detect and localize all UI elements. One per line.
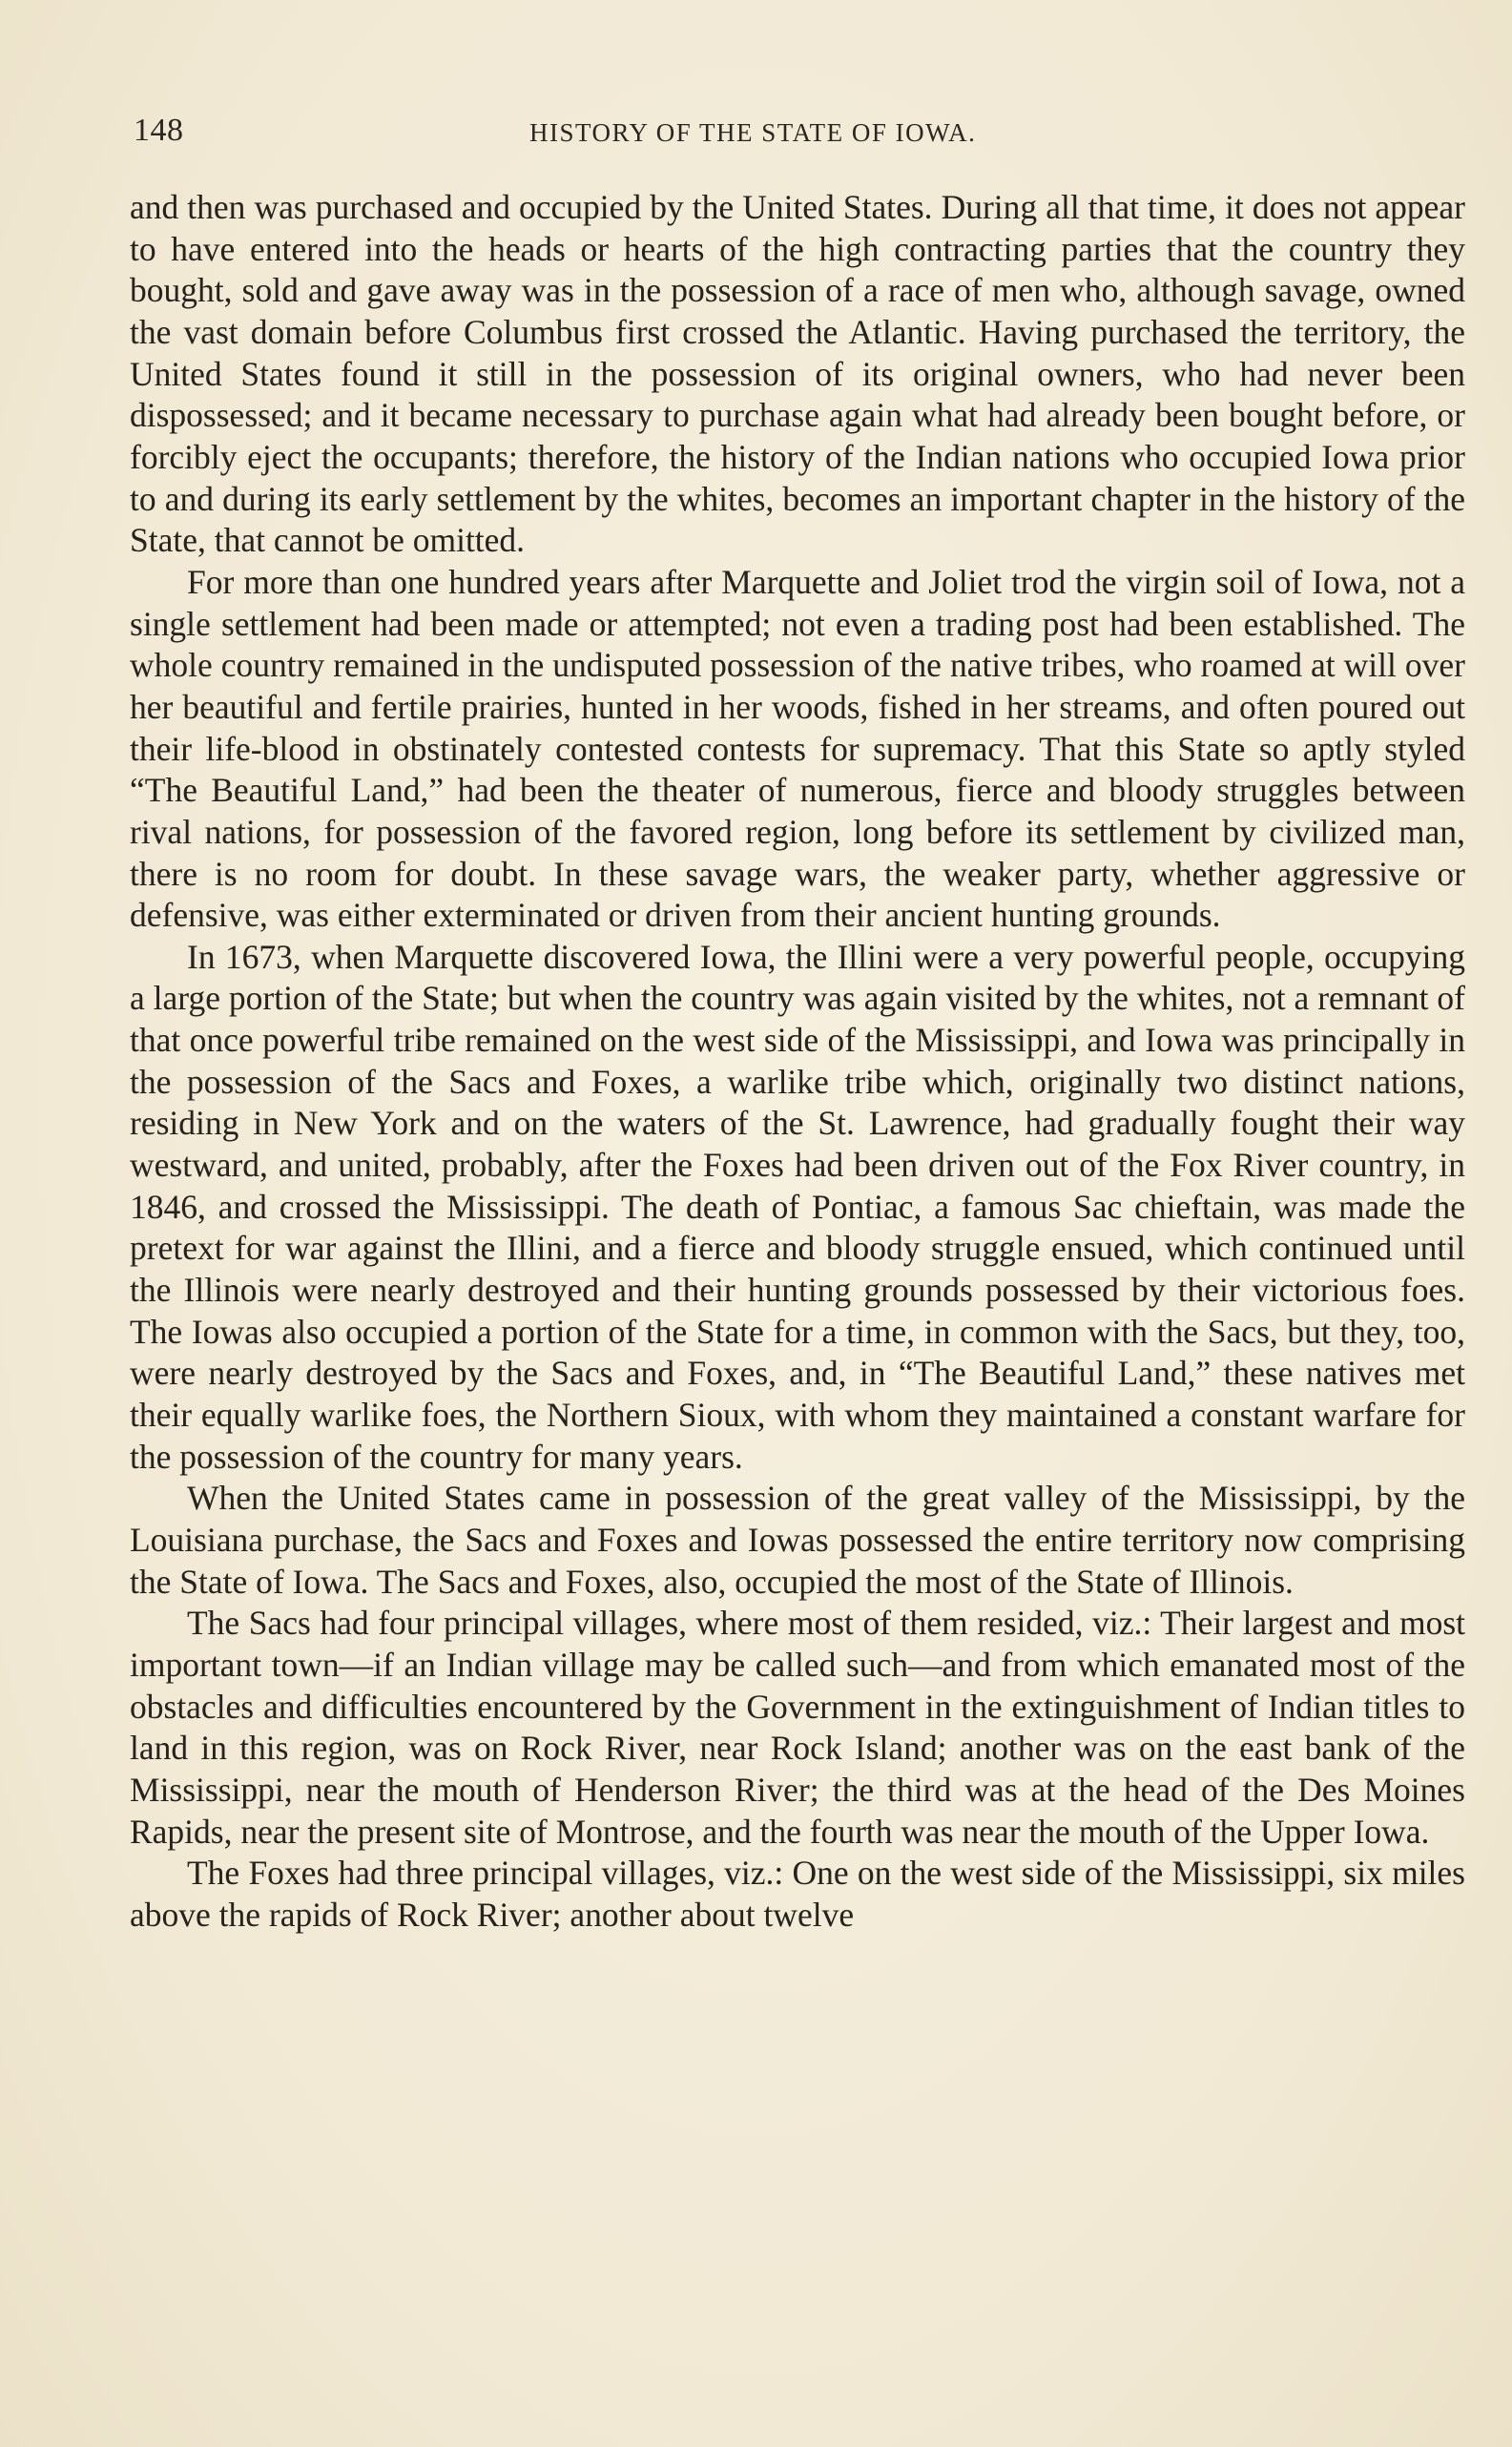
paragraph: For more than one hundred years after Marquette and Joliet trod the virgin soil of Iowa, not a single settlement had been made or attempted; not even a trading post had been established. The whole country remained in the undisputed possession of the native tribes, who roamed at will over her beautiful and fertile prairies, hunted in her woods, fished in her streams, and often poured out their life-blood in obstinately contested contests for supremacy. That this State so aptly styled “The Beautiful Land,” had been the theater of numerous, fierce and bloody struggles between rival nations, for possession of the favored region, long before its settlement by civilized man, there is no room for doubt. In these savage wars, the weaker party, whether aggressive or defensive, was either exterminated or driven from their ancient hunting grounds. <box>130 562 1465 935</box>
body-text <box>130 187 1465 1937</box>
paragraph: The Sacs had four principal villages, where most of them resided, viz.: Their largest and most important town—if an Indian village may be called such—and from which emanated most of the obstacles and difficulties encountered by the Government in the extinguishment of Indian titles to land in this region, was on Rock River, near Rock Island; another was on the east bank of the Mississippi, near the mouth of Henderson River; the third was at the head of the Des Moines Rapids, near the present site of Montrose, and the fourth was near the mouth of the Upper Iowa. <box>130 1604 1465 1851</box>
page-number: 148 <box>134 113 184 148</box>
paragraph: The Foxes had three principal villages, viz.: One on the west side of the Mississippi, six miles above the rapids of Rock River; another about twelve <box>130 1854 1465 1934</box>
paragraph: and then was purchased and occupied by the United States. During all that time, it does not appear to have entered into the heads or hearts of the high contracting parties that the country they bought, sold and gave away was in the possession of a race of men who, although savage, owned the vast domain before Columbus first crossed the Atlantic. Having purchased the territory, the United States found it still in the possession of its original owners, who had never been dispossessed; and it became necessary to purchase again what had already been bought before, or forcibly eject the occupants; therefore, the history of the Indian nations who occupied Iowa prior to and during its early settlement by the whites, becomes an important chapter in the history of the State, that cannot be omitted. <box>130 188 1465 560</box>
paragraph: In 1673, when Marquette discovered Iowa, the Illini were a very powerful people, occupying a large portion of the State; but when the country was again visited by the whites, not a remnant of that once powerful tribe remained on the west side of the Mississippi, and Iowa was principally in the possession of the Sacs and Foxes, a warlike tribe which, originally two distinct nations, residing in New York and on the waters of the St. Lawrence, had gradually fought their way westward, and united, probably, after the Foxes had been driven out of the Fox River country, in 1846, and crossed the Mississippi. The death of Pontiac, a famous Sac chieftain, was made the pretext for war against the Illini, and a fierce and bloody struggle ensued, which continued until the Illinois were nearly destroyed and their hunting grounds possessed by their victorious foes. The Iowas also occupied a portion of the State for a time, in common with the Sacs, but they, too, were nearly destroyed by the Sacs and Foxes, and, in “The Beautiful Land,” these natives met their equally warlike foes, the Northern Sioux, with whom they maintained a constant warfare for the possession of the country for many years. <box>130 937 1465 1476</box>
page-header <box>134 113 1464 160</box>
paragraph: When the United States came in possession of the great valley of the Mississippi, by the Louisiana purchase, the Sacs and Foxes and Iowas possessed the entire territory now comprising the State of Iowa. The Sacs and Foxes, also, occupied the most of the State of Illinois. <box>130 1479 1465 1601</box>
running-head: HISTORY OF THE STATE OF IOWA. <box>529 118 977 147</box>
